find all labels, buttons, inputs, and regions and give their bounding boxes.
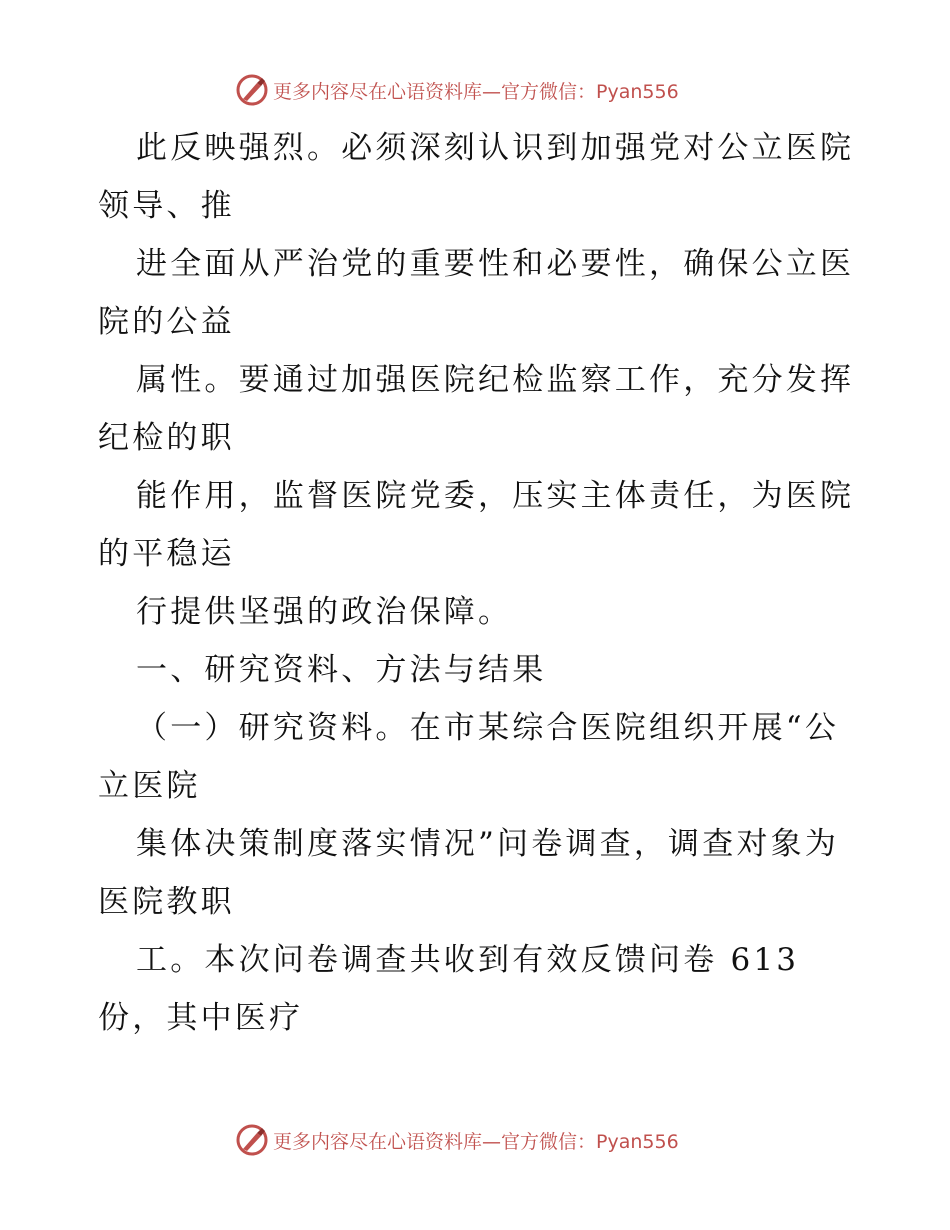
text-line: 工。本次问卷调查共收到有效反馈问卷 613 bbox=[136, 942, 800, 978]
text-line: 集体决策制度落实情况”问卷调查，调查对象为 bbox=[136, 826, 840, 862]
text-line: （一）研究资料。在市某综合医院组织开展“公 bbox=[136, 710, 840, 746]
text-line: 进全面从严治党的重要性和必要性，确保公立医 bbox=[136, 246, 855, 282]
text-line: 份，其中医疗 bbox=[98, 1000, 304, 1036]
text-line: 立医院 bbox=[98, 768, 201, 804]
watermark-text: 更多内容尽在心语资料库—官方微信：Pyan556 bbox=[273, 80, 679, 103]
text-line: 行提供坚强的政治保障。 bbox=[136, 594, 513, 630]
text-line: 院的公益 bbox=[98, 304, 235, 340]
text-line: 纪检的职 bbox=[98, 420, 235, 456]
section-heading: 一、研究资料、方法与结果 bbox=[136, 652, 547, 688]
pen-logo-icon bbox=[235, 73, 269, 107]
text-line: 领导、推 bbox=[98, 188, 235, 224]
text-line: 此反映强烈。必须深刻认识到加强党对公立医院 bbox=[136, 130, 855, 166]
pen-logo-icon bbox=[235, 1123, 269, 1157]
text-line: 能作用，监督医院党委，压实主体责任，为医院 bbox=[136, 478, 855, 514]
footer-watermark bbox=[235, 1122, 679, 1158]
header-watermark bbox=[235, 72, 679, 108]
text-line: 属性。要通过加强医院纪检监察工作，充分发挥 bbox=[136, 362, 855, 398]
text-line: 医院教职 bbox=[98, 884, 235, 920]
text-line: 的平稳运 bbox=[98, 536, 235, 572]
watermark-text: 更多内容尽在心语资料库—官方微信：Pyan556 bbox=[273, 1130, 679, 1153]
